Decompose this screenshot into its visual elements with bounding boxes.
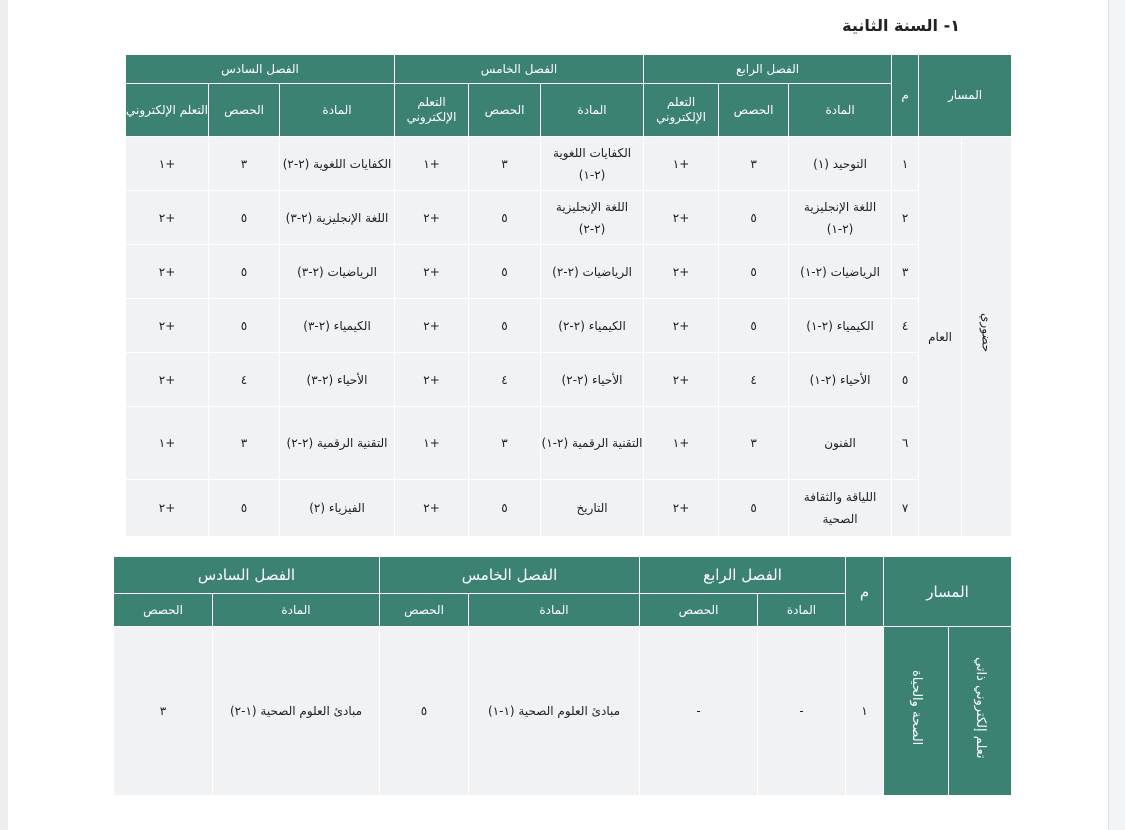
header-subject: المادة <box>469 594 640 627</box>
table-row <box>126 191 1012 245</box>
header-semester-6: الفصل السادس <box>114 557 380 594</box>
row-number: ٥ <box>892 353 919 407</box>
periods-cell: ٣ <box>719 137 789 191</box>
subject-cell: اللغة الإنجليزية (٢-٢) <box>541 191 644 245</box>
header-subject: المادة <box>280 84 395 137</box>
row-number: ٦ <box>892 407 919 480</box>
header-periods: الحصص <box>719 84 789 137</box>
periods-cell: ٥ <box>209 480 280 537</box>
subject-cell: التاريخ <box>541 480 644 537</box>
periods-cell: ٥ <box>719 480 789 537</box>
subject-cell: الأحياء (٢-٢) <box>541 353 644 407</box>
header-semester-4: الفصل الرابع <box>644 55 892 84</box>
subject-cell: الكيمياء (٢-٣) <box>280 299 395 353</box>
elearning-cell: +٢ <box>644 191 719 245</box>
track-mode-cell <box>949 627 1012 796</box>
periods-cell: ٣ <box>114 627 213 796</box>
elearning-cell: +١ <box>395 137 469 191</box>
table-row <box>126 353 1012 407</box>
subject-cell: التوحيد (١) <box>789 137 892 191</box>
row-number: ٧ <box>892 480 919 537</box>
periods-cell: ٥ <box>469 480 541 537</box>
elearning-cell: +٢ <box>395 299 469 353</box>
periods-cell: ٥ <box>469 245 541 299</box>
track-mode-cell <box>962 137 1012 537</box>
header-number: م <box>846 557 884 627</box>
track-name-cell <box>884 627 949 796</box>
track-name-label: الصحة والحياة <box>909 669 924 746</box>
header-semester-5: الفصل الخامس <box>380 557 640 594</box>
table-row <box>126 245 1012 299</box>
header-track: المسار <box>919 55 1012 137</box>
subject-cell: - <box>758 627 846 796</box>
subject-cell: اللغة الإنجليزية (٢-١) <box>789 191 892 245</box>
periods-cell: ٤ <box>719 353 789 407</box>
subject-cell: التقنية الرقمية (٢-٢) <box>280 407 395 480</box>
row-number: ١ <box>892 137 919 191</box>
header-periods: الحصص <box>640 594 758 627</box>
elearning-cell: +٢ <box>395 353 469 407</box>
periods-cell: ٥ <box>209 191 280 245</box>
elearning-cell: +٢ <box>644 353 719 407</box>
study-plan-table <box>125 54 1012 537</box>
elearning-cell: +٢ <box>126 353 209 407</box>
header-subject: المادة <box>758 594 846 627</box>
subject-cell: اللغة الإنجليزية (٢-٣) <box>280 191 395 245</box>
header-elearning: التعلم الإلكتروني <box>395 84 469 137</box>
subject-cell: مبادئ العلوم الصحية (١-٢) <box>213 627 380 796</box>
table-row <box>126 137 1012 191</box>
periods-cell: ٥ <box>209 299 280 353</box>
table-row <box>126 407 1012 480</box>
periods-cell: ٤ <box>209 353 280 407</box>
header-track: المسار <box>884 557 1012 627</box>
elearning-cell: +١ <box>126 407 209 480</box>
elearning-cell: +١ <box>644 137 719 191</box>
periods-cell: ٥ <box>719 299 789 353</box>
table-row <box>126 299 1012 353</box>
subject-cell: الكفايات اللغوية (٢-١) <box>541 137 644 191</box>
periods-cell: ٣ <box>469 407 541 480</box>
header-subject: المادة <box>541 84 644 137</box>
periods-cell: ٥ <box>469 191 541 245</box>
elearning-cell: +١ <box>395 407 469 480</box>
subject-cell: الأحياء (٢-١) <box>789 353 892 407</box>
elearning-cell: +٢ <box>395 480 469 537</box>
periods-cell: ٣ <box>209 137 280 191</box>
header-periods: الحصص <box>469 84 541 137</box>
header-elearning: التعلم الإلكتروني <box>126 84 209 137</box>
row-number: ٣ <box>892 245 919 299</box>
page-edge <box>1108 0 1125 830</box>
subject-cell: الكيمياء (٢-١) <box>789 299 892 353</box>
subject-cell: الرياضيات (٢-٣) <box>280 245 395 299</box>
track-name-cell: العام <box>919 137 962 537</box>
header-semester-4: الفصل الرابع <box>640 557 846 594</box>
header-semester-5: الفصل الخامس <box>395 55 644 84</box>
elearning-cell: +٢ <box>644 480 719 537</box>
subject-cell: الفنون <box>789 407 892 480</box>
elearning-cell: +١ <box>644 407 719 480</box>
periods-cell: ٥ <box>380 627 469 796</box>
header-periods: الحصص <box>209 84 280 137</box>
header-number: م <box>892 55 919 137</box>
track-mode-label: حضوري <box>979 313 994 353</box>
periods-cell: ٥ <box>719 191 789 245</box>
subject-cell: الفيزياء (٢) <box>280 480 395 537</box>
header-elearning: التعلم الإلكتروني <box>644 84 719 137</box>
elearning-cell: +٢ <box>126 245 209 299</box>
periods-cell: ٤ <box>469 353 541 407</box>
subject-cell: الرياضيات (٢-١) <box>789 245 892 299</box>
periods-cell: ٥ <box>719 245 789 299</box>
header-subject: المادة <box>213 594 380 627</box>
subject-cell: الكفايات اللغوية (٢-٢) <box>280 137 395 191</box>
elearning-cell: +٢ <box>395 245 469 299</box>
row-number: ٢ <box>892 191 919 245</box>
section-heading: ١- السنة الثانية <box>842 16 960 35</box>
periods-cell: ٣ <box>719 407 789 480</box>
table-row <box>114 627 1012 796</box>
subject-cell: اللياقة والثقافة الصحية <box>789 480 892 537</box>
elearning-cell: +٢ <box>644 299 719 353</box>
elearning-cell: +١ <box>126 137 209 191</box>
periods-cell: ٥ <box>209 245 280 299</box>
subject-cell: الرياضيات (٢-٢) <box>541 245 644 299</box>
header-periods: الحصص <box>114 594 213 627</box>
periods-cell: - <box>640 627 758 796</box>
header-semester-6: الفصل السادس <box>126 55 395 84</box>
subject-cell: الأحياء (٢-٣) <box>280 353 395 407</box>
elearning-cell: +٢ <box>126 191 209 245</box>
elective-plan-table <box>113 556 1012 796</box>
row-number: ٤ <box>892 299 919 353</box>
elearning-cell: +٢ <box>126 480 209 537</box>
table-row <box>126 480 1012 537</box>
periods-cell: ٣ <box>469 137 541 191</box>
subject-cell: التقنية الرقمية (٢-١) <box>541 407 644 480</box>
periods-cell: ٣ <box>209 407 280 480</box>
periods-cell: ٥ <box>469 299 541 353</box>
elearning-cell: +٢ <box>395 191 469 245</box>
track-mode-label: تعلم إلكتروني ذاتي <box>973 656 989 759</box>
header-subject: المادة <box>789 84 892 137</box>
subject-cell: مبادئ العلوم الصحية (١-١) <box>469 627 640 796</box>
elearning-cell: +٢ <box>126 299 209 353</box>
elearning-cell: +٢ <box>644 245 719 299</box>
subject-cell: الكيمياء (٢-٢) <box>541 299 644 353</box>
header-periods: الحصص <box>380 594 469 627</box>
row-number: ١ <box>846 627 884 796</box>
